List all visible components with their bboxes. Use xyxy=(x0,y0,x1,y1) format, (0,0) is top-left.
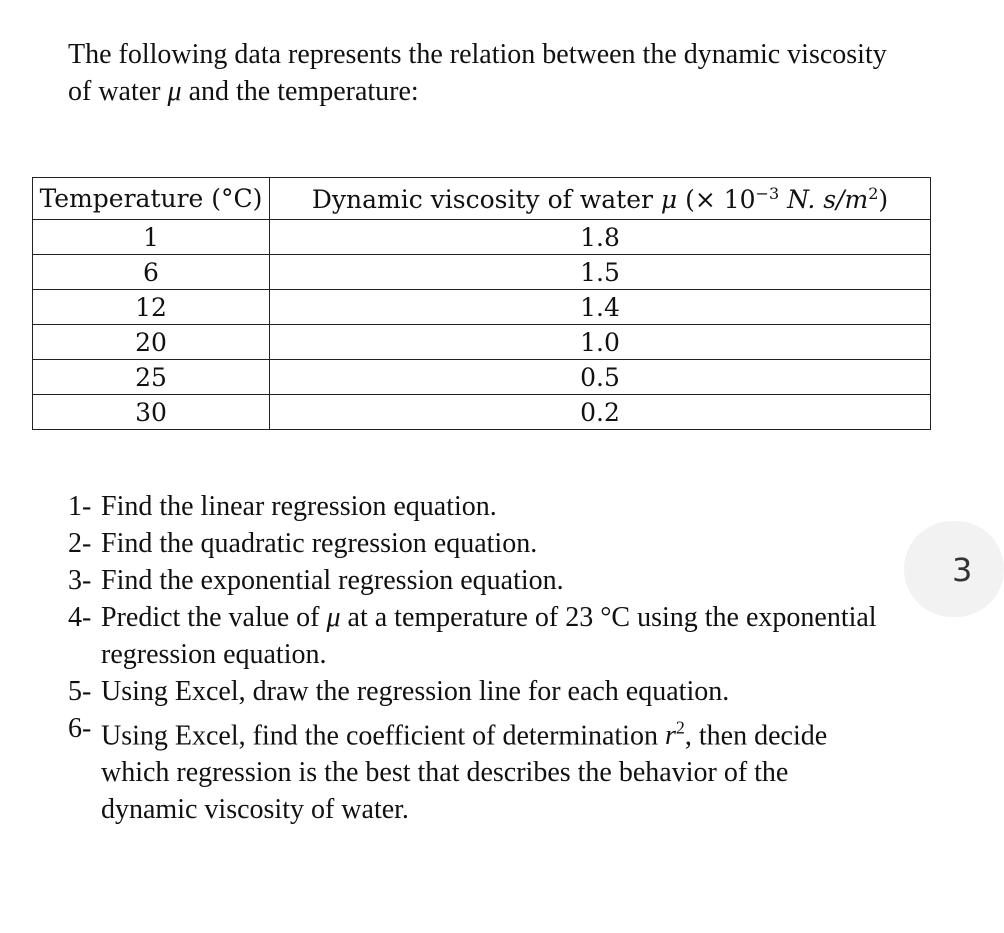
temperature-cell: 1 xyxy=(33,220,270,255)
question-list xyxy=(68,488,888,828)
question-5 xyxy=(68,673,888,710)
page-nav-label: 3 xyxy=(952,551,973,589)
page-nav-bubble[interactable] xyxy=(904,521,1004,617)
question-text: Find the linear regression equation. xyxy=(101,491,497,522)
viscosity-cell: 1.0 xyxy=(270,325,931,360)
viscosity-table xyxy=(32,177,931,430)
header-viscosity-factor: (× 10 xyxy=(677,184,756,214)
intro-text-before: The following data represents the relation between the dynamic viscosity of water xyxy=(68,39,887,107)
question-6 xyxy=(68,710,888,828)
mu-symbol: μ xyxy=(326,602,341,633)
header-viscosity xyxy=(270,178,931,220)
question-number: 3- xyxy=(68,565,92,596)
question-text xyxy=(101,710,888,828)
temperature-cell: 20 xyxy=(33,325,270,360)
header-viscosity-unit-exponent: 2 xyxy=(868,183,879,203)
question-1 xyxy=(68,488,888,525)
temperature-cell: 30 xyxy=(33,395,270,430)
r-exponent: 2 xyxy=(675,718,685,738)
r-symbol: r xyxy=(664,720,676,752)
temperature-cell: 25 xyxy=(33,360,270,395)
temperature-cell: 12 xyxy=(33,290,270,325)
question-number: 1- xyxy=(68,491,92,522)
header-viscosity-close: ) xyxy=(878,184,889,214)
viscosity-cell: 0.5 xyxy=(270,360,931,395)
question-text xyxy=(101,599,888,673)
question-text-before: Predict the value of xyxy=(101,602,327,633)
mu-symbol: μ xyxy=(167,76,182,107)
header-viscosity-prefix: Dynamic viscosity of water xyxy=(311,184,661,214)
question-number: 5- xyxy=(68,676,92,707)
table-header-row xyxy=(33,178,931,220)
header-viscosity-exponent: −3 xyxy=(755,183,780,203)
question-text: Find the quadratic regression equation. xyxy=(101,528,538,559)
question-text: Find the exponential regression equation. xyxy=(101,565,564,596)
intro-text-after: and the temperature: xyxy=(181,76,419,107)
intro-paragraph xyxy=(68,36,888,110)
header-viscosity-unit: N. s/m xyxy=(779,184,869,214)
question-text-after: , then decide which regression is the best that describes the behavior of the dynamic viscosity of water. xyxy=(101,720,828,826)
temperature-cell: 6 xyxy=(33,255,270,290)
viscosity-cell: 0.2 xyxy=(270,395,931,430)
table-row xyxy=(33,395,931,430)
question-4 xyxy=(68,599,888,673)
question-3 xyxy=(68,562,888,599)
table-row xyxy=(33,220,931,255)
table-row xyxy=(33,255,931,290)
r-squared-symbol xyxy=(665,720,685,751)
question-number: 4- xyxy=(68,602,92,633)
question-text-after: at a temperature of 23 °C using the exponential regression equation. xyxy=(101,602,877,670)
viscosity-cell: 1.5 xyxy=(270,255,931,290)
header-mu-symbol: μ xyxy=(660,184,678,214)
table-row xyxy=(33,290,931,325)
question-text: Using Excel, draw the regression line for each equation. xyxy=(101,676,730,707)
question-number: 6- xyxy=(68,713,92,744)
table-row xyxy=(33,360,931,395)
question-2 xyxy=(68,525,888,562)
header-temperature: Temperature (°C) xyxy=(33,178,270,220)
viscosity-cell: 1.4 xyxy=(270,290,931,325)
viscosity-cell: 1.8 xyxy=(270,220,931,255)
table-row xyxy=(33,325,931,360)
question-number: 2- xyxy=(68,528,92,559)
question-text-before: Using Excel, find the coefficient of determination xyxy=(101,720,665,752)
